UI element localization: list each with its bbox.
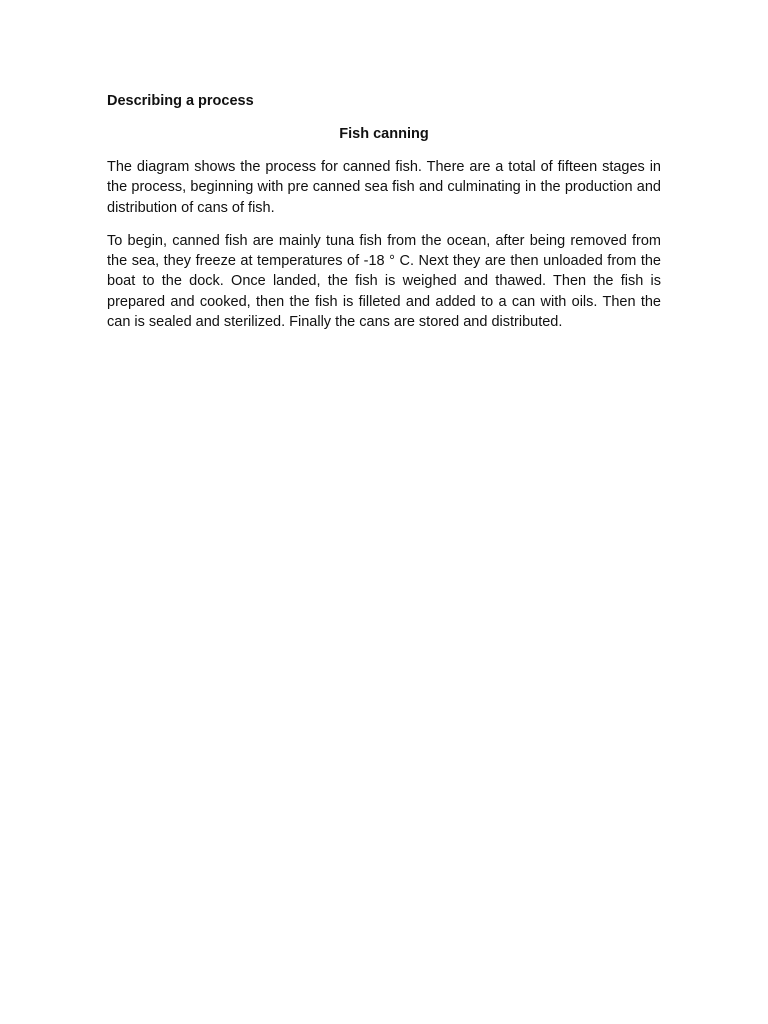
document-page [107,91,661,332]
paragraph-intro: The diagram shows the process for canned fish. There are a total of fifteen stages in the process, beginning with pre canned sea fish and culminating in the production and distribution of cans of fish. [107,159,661,216]
document-title: Fish canning [339,126,429,142]
section-heading: Describing a process [107,93,254,109]
paragraph-process: To begin, canned fish are mainly tuna fish from the ocean, after being removed from the sea, they freeze at temperatures of -18 ° C. Next they are then unloaded from the boat to the dock. Once landed, the fish is weighed and thawed. Then the fish is prepared and cooked, then the fish is filleted and added to a can with oils. Then the can is sealed and sterilized. Finally the cans are stored and distributed. [107,232,661,331]
